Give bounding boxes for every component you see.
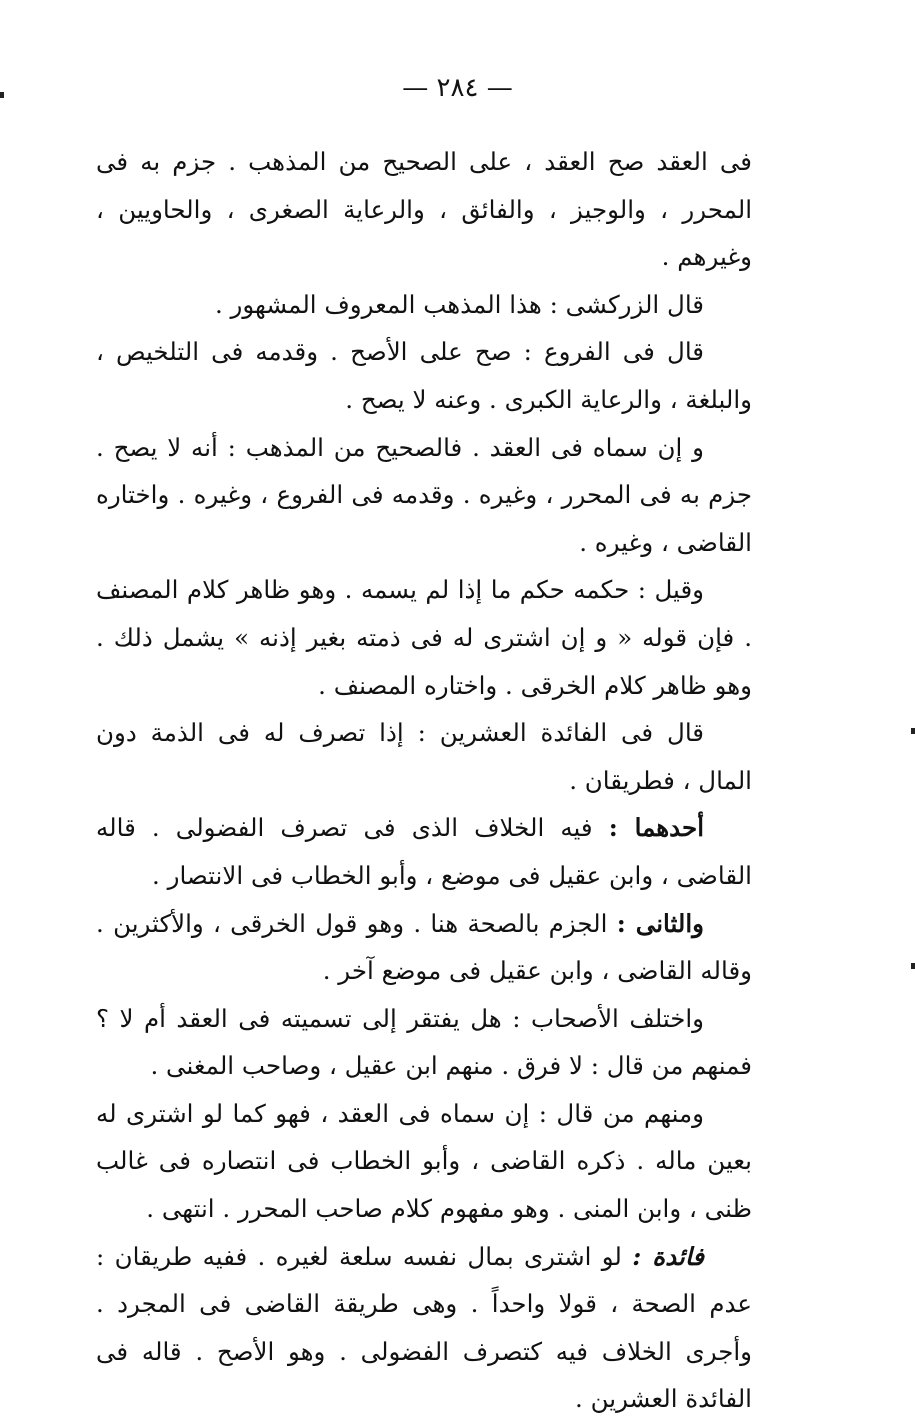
paragraph-text: قال فى الفروع : صح على الأصح . وقدمه فى التلخيص ، والبلغة ، والرعاية الكبرى . وعنه لا يصح .	[96, 337, 752, 414]
scan-edge-mark	[911, 963, 915, 969]
paragraph-2	[96, 281, 752, 329]
paragraph-10	[96, 1090, 752, 1233]
paragraph-3	[96, 328, 752, 423]
paragraph-11	[96, 1233, 752, 1423]
paragraph-lead: والثانى :	[616, 908, 704, 938]
paragraph-lead: فائدة :	[632, 1241, 705, 1271]
paragraph-text: قال فى الفائدة العشرين : إذا تصرف له فى الذمة دون المال ، فطريقان .	[96, 718, 752, 795]
paragraph-text: و إن سماه فى العقد . فالصحيح من المذهب : أنه لا يصح . جزم به فى المحرر ، وغيره . وقدمه فى الفروع ، وغيره . واختاره القاضى ، وغيره .	[96, 432, 752, 557]
page-number: — ٢٨٤ —	[402, 73, 513, 103]
paragraph-8	[96, 900, 752, 995]
paragraph-4	[96, 424, 752, 567]
paragraph-1	[96, 138, 752, 281]
paragraph-text: لو اشترى بمال نفسه سلعة لغيره . ففيه طريقان : عدم الصحة ، قولا واحداً . وهى طريقة القاضى فى المجرد . وأجرى الخلاف فيه كتصرف الفضولى . وهو الأصح . قاله فى الفائدة العشرين .	[96, 1241, 752, 1414]
paragraph-text: قال الزركشى : هذا المذهب المعروف المشهور .	[214, 289, 704, 319]
paragraph-text: واختلف الأصحاب : هل يفتقر إلى تسميته فى العقد أم لا ؟ فمنهم من قال : لا فرق . منهم ابن عقيل ، وصاحب المغنى .	[96, 1003, 752, 1081]
paragraph-9	[96, 995, 752, 1090]
paragraph-6	[96, 709, 752, 804]
scan-edge-mark	[911, 728, 915, 734]
body-text	[96, 138, 752, 1423]
paragraph-lead: أحدهما :	[608, 813, 704, 843]
paragraph-text: ومنهم من قال : إن سماه فى العقد ، فهو كما لو اشترى له بعين ماله . ذكره القاضى ، وأبو الخطاب فى انتصاره فى غالب ظنى ، وابن المنى . وهو مفهوم كلام صاحب المحرر . انتهى .	[96, 1098, 752, 1224]
paragraph-5	[96, 566, 752, 709]
paragraph-text: فيه الخلاف الذى فى تصرف الفضولى . قاله القاضى ، وابن عقيل فى موضع ، وأبو الخطاب فى الانتصار .	[96, 813, 752, 890]
paragraph-text: وقيل : حكمه حكم ما إذا لم يسمه . وهو ظاهر كلام المصنف . فإن قوله « و إن اشترى له فى ذمته بغير إذنه » يشمل ذلك . وهو ظاهر كلام الخرقى . واختاره المصنف .	[96, 575, 752, 700]
paragraph-text: الجزم بالصحة هنا . وهو قول الخرقى ، والأكثرين . وقاله القاضى ، وابن عقيل فى موضع آخر .	[96, 908, 752, 986]
paragraph-text: فى العقد صح العقد ، على الصحيح من المذهب . جزم به فى المحرر ، والوجيز ، والفائق ، والرعاية الصغرى ، والحاويين ، وغيرهم .	[96, 147, 752, 272]
paragraph-7	[96, 804, 752, 899]
